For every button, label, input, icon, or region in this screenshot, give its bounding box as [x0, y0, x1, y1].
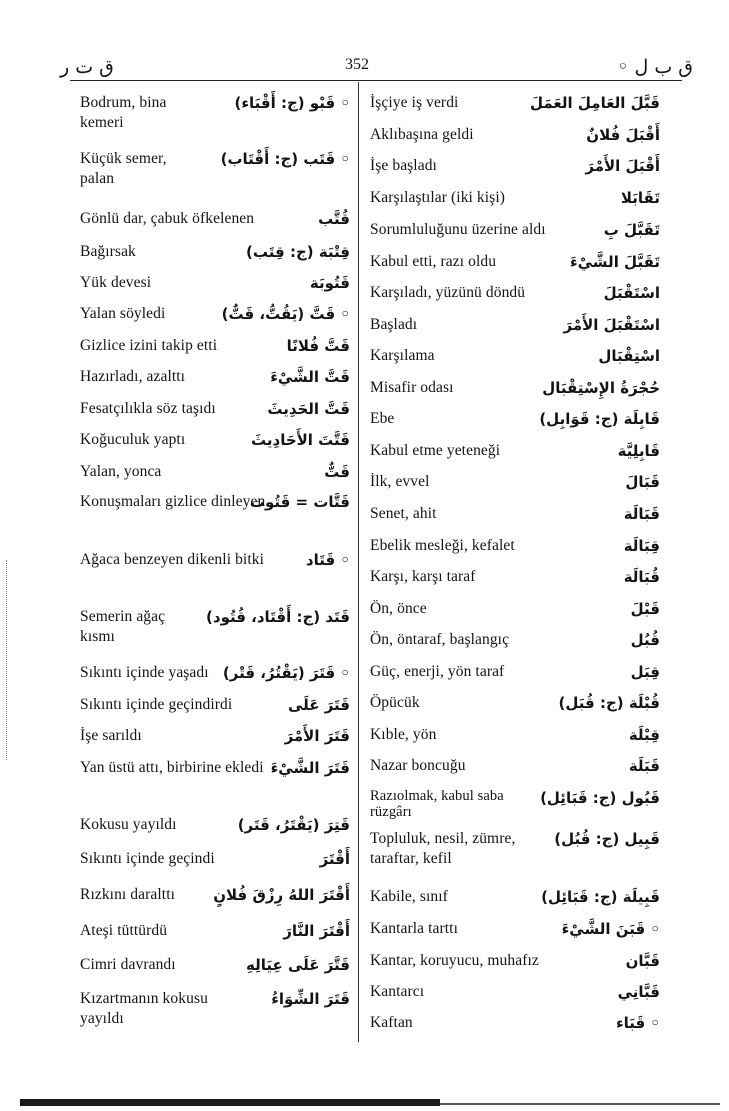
entry-turkish: İşe başladı	[370, 157, 437, 174]
entry-turkish: İşçiye iş verdi	[370, 94, 459, 111]
entry-arabic: قَتَّ الحَدِيثَ	[267, 400, 350, 418]
scan-bottom-edge	[20, 1099, 440, 1106]
entry-turkish: Güç, enerji, yön taraf	[370, 663, 505, 680]
entry-turkish: Bodrum, bina kemeri	[80, 94, 167, 131]
entry-turkish: Kıble, yön	[370, 726, 437, 743]
column-divider	[358, 82, 359, 1042]
entry-turkish: Ağaca benzeyen dikenli bitki	[80, 551, 264, 568]
entry-turkish: Fesatçılıkla söz taşıdı	[80, 400, 216, 417]
entry-arabic: قُبُل	[630, 631, 660, 649]
entry-turkish: İlk, evvel	[370, 473, 430, 490]
entry-arabic: ◦ قَبَنَ الشَّيْءَ	[561, 920, 660, 938]
entry-turkish: İşe sarıldı	[80, 727, 142, 744]
entry-arabic: قَتِرَ (يَقْتَرُ، قَتَر)	[237, 816, 350, 834]
entry-turkish: Nazar boncuğu	[370, 757, 466, 774]
entry-arabic: قَابِلِيَّة	[617, 442, 660, 460]
entry-turkish: Karşıladı, yüzünü döndü	[370, 284, 526, 301]
entry-arabic: قَتَرَ الشَّيْءَ	[270, 759, 350, 777]
entry-arabic: ◦ قَتَرَ (يَقْتُرُ، قَتْر)	[222, 664, 350, 682]
entry-arabic: قَتُوبَة	[309, 274, 350, 292]
entry-arabic: قَتَّات = قَتُوت	[249, 493, 350, 511]
entry-turkish: Kabul etme yeteneği	[370, 442, 501, 459]
entry-arabic: أَقْبَلَ الأَمْرَ	[585, 157, 660, 175]
entry-turkish: Kantarla tarttı	[370, 920, 458, 937]
entry-turkish: Yük devesi	[80, 274, 152, 291]
entry-arabic: ◦ قَتَاد	[305, 551, 350, 569]
entry-arabic: اسْتِقْبَال	[598, 347, 660, 365]
entry-turkish: Başladı	[370, 316, 418, 333]
entry-arabic: قُبَالَة	[623, 568, 660, 586]
entry-arabic: قَتَرَ الشِّوَاءُ	[271, 990, 350, 1008]
entry-arabic: ◦ قَبَاء	[615, 1014, 660, 1032]
entry-turkish: Misafir odası	[370, 379, 454, 396]
header-right-letters: ق ب ل ◦	[617, 56, 693, 78]
entry-arabic: أَقْتَرَ النَّارَ	[283, 922, 350, 940]
entry-turkish: Kokusu yayıldı	[80, 816, 177, 833]
entry-turkish: Kaftan	[370, 1014, 413, 1031]
entry-arabic: قَتَرَ عَلَى	[287, 696, 350, 714]
entry-turkish: Cimri davrandı	[80, 956, 176, 973]
entry-arabic: قِتْبَة (ج: قِتَب)	[246, 243, 350, 261]
entry-arabic: قَبَالَة	[623, 505, 660, 523]
entry-turkish: Rızkını daralttı	[80, 886, 176, 903]
entry-turkish: Gizlice izini takip etti	[80, 337, 218, 354]
entry-arabic: ◦ قَتَب (ج: أَقْتَاب)	[220, 150, 350, 168]
entry-arabic: قِبَل	[630, 663, 660, 681]
entry-turkish: Sıkıntı içinde geçindirdi	[80, 696, 233, 713]
entry-arabic: قَتَّ فُلانًا	[286, 337, 350, 355]
entry-turkish: Kabile, sınıf	[370, 888, 448, 905]
entry-arabic: قَتَّرَ عَلَى عِيَالِهِ	[246, 956, 350, 974]
entry-arabic: أَقْتَرَ اللهُ رِزْقَ فُلانٍ	[213, 886, 350, 904]
entry-arabic: قِبْلَة	[628, 726, 660, 744]
entry-arabic: تَقَبَّلَ بِ	[603, 221, 660, 239]
entry-turkish: Sorumluluğunu üzerine aldı	[370, 221, 546, 238]
entry-turkish: Kantarcı	[370, 983, 425, 1000]
entry-arabic: ◦ قَتَّ (يَقُتُّ، قَتٌّ)	[221, 305, 350, 323]
entry-turkish: Ön, öntaraf, başlangıç	[370, 631, 510, 648]
header-left-letters: ق ت ر	[60, 56, 114, 78]
entry-turkish: Topluluk, nesil, zümre, taraftar, kefil	[370, 830, 516, 867]
entry-arabic: قُتَّب	[318, 210, 350, 228]
entry-arabic: اسْتَقْبَلَ الأَمْرَ	[563, 316, 660, 334]
entry-turkish: Küçük semer, palan	[80, 150, 167, 187]
entry-arabic: قَبِيل (ج: قُبُل)	[554, 830, 660, 848]
entry-arabic: قَتَرَ الأَمْرَ	[284, 727, 350, 745]
page-edge-marks	[6, 560, 9, 760]
entry-arabic: تَقَبَّلَ الشَّيْءَ	[569, 253, 660, 271]
entry-turkish: Kızartmanın kokusu yayıldı	[80, 990, 208, 1027]
entry-turkish: Ebelik mesleği, kefalet	[370, 537, 515, 554]
entry-turkish: Yan üstü attı, birbirine ekledi	[80, 759, 264, 776]
scan-bottom-edge-thin	[440, 1103, 720, 1105]
entry-arabic: قَبْلَ	[630, 600, 660, 618]
entry-turkish: Karşılaştılar (iki kişi)	[370, 189, 505, 206]
entry-turkish: Bağırsak	[80, 243, 136, 260]
entry-arabic: قِبَالَة	[623, 537, 660, 555]
entry-arabic: قَبَّان	[625, 952, 660, 970]
entry-arabic: قُبْلَة (ج: قُبَل)	[558, 694, 660, 712]
entry-turkish: Gönlü dar, çabuk öfkelenen	[80, 210, 255, 227]
entry-turkish: Senet, ahit	[370, 505, 437, 522]
entry-arabic: قَابِلَة (ج: قَوَابِل)	[539, 410, 660, 428]
entry-arabic: قَتَّ الشَّيْءَ	[270, 368, 350, 386]
entry-arabic: قَبَّانِي	[617, 983, 660, 1001]
entry-turkish: Yalan söyledi	[80, 305, 166, 322]
entry-turkish: Karşı, karşı taraf	[370, 568, 476, 585]
entry-arabic: أَقْبَلَ فُلانٌ	[586, 126, 660, 144]
entry-turkish: Ön, önce	[370, 600, 427, 617]
entry-arabic: قَبُول (ج: قَبَائِل)	[540, 789, 660, 807]
entry-arabic: قَبَالَ	[625, 473, 660, 491]
entry-arabic: قَتَد (ج: أَقْتَاد، قُتُود)	[206, 608, 350, 626]
entry-arabic: قَبِيلَة (ج: قَبَائِل)	[541, 888, 660, 906]
entry-turkish: Semerin ağaç kısmı	[80, 608, 166, 645]
entry-arabic: قَتٌّ	[324, 463, 350, 481]
entry-turkish: Sıkıntı içinde geçindi	[80, 850, 215, 867]
header-rule	[70, 80, 682, 81]
entry-arabic: اسْتَقْبَلَ	[603, 284, 660, 302]
entry-turkish: Aklıbaşına geldi	[370, 126, 474, 143]
entry-arabic: ◦ قَبْو (ج: أَقْبَاء)	[234, 94, 350, 112]
entry-turkish: Razıolmak, kabul saba rüzgârı	[370, 788, 504, 820]
entry-turkish: Konuşmaları gizlice dinleyen	[80, 493, 266, 510]
entry-turkish: Ebe	[370, 410, 395, 427]
page-number: 352	[345, 56, 369, 73]
entry-arabic: قَبَلَة	[628, 757, 660, 775]
entry-turkish: Kantar, koruyucu, muhafız	[370, 952, 539, 969]
entry-turkish: Kabul etti, razı oldu	[370, 253, 497, 270]
entry-arabic: حُجْرَةُ الإِسْتِقْبَال	[542, 379, 660, 397]
entry-turkish: Ateşi tüttürdü	[80, 922, 168, 939]
entry-turkish: Koğuculuk yaptı	[80, 431, 186, 448]
entry-turkish: Karşılama	[370, 347, 435, 364]
entry-turkish: Öpücük	[370, 694, 420, 711]
page-header	[0, 50, 729, 80]
entry-turkish: Yalan, yonca	[80, 463, 162, 480]
entry-arabic: أَقْتَرَ	[319, 850, 350, 868]
entry-arabic: قَتَّتَ الأَحَادِيثَ	[250, 431, 350, 449]
entry-arabic: تَقَابَلا	[620, 189, 660, 207]
entry-turkish: Sıkıntı içinde yaşadı	[80, 664, 209, 681]
entry-arabic: قَبَّلَ العَامِلَ العَمَلَ	[529, 94, 660, 112]
entry-turkish: Hazırladı, azalttı	[80, 368, 186, 385]
